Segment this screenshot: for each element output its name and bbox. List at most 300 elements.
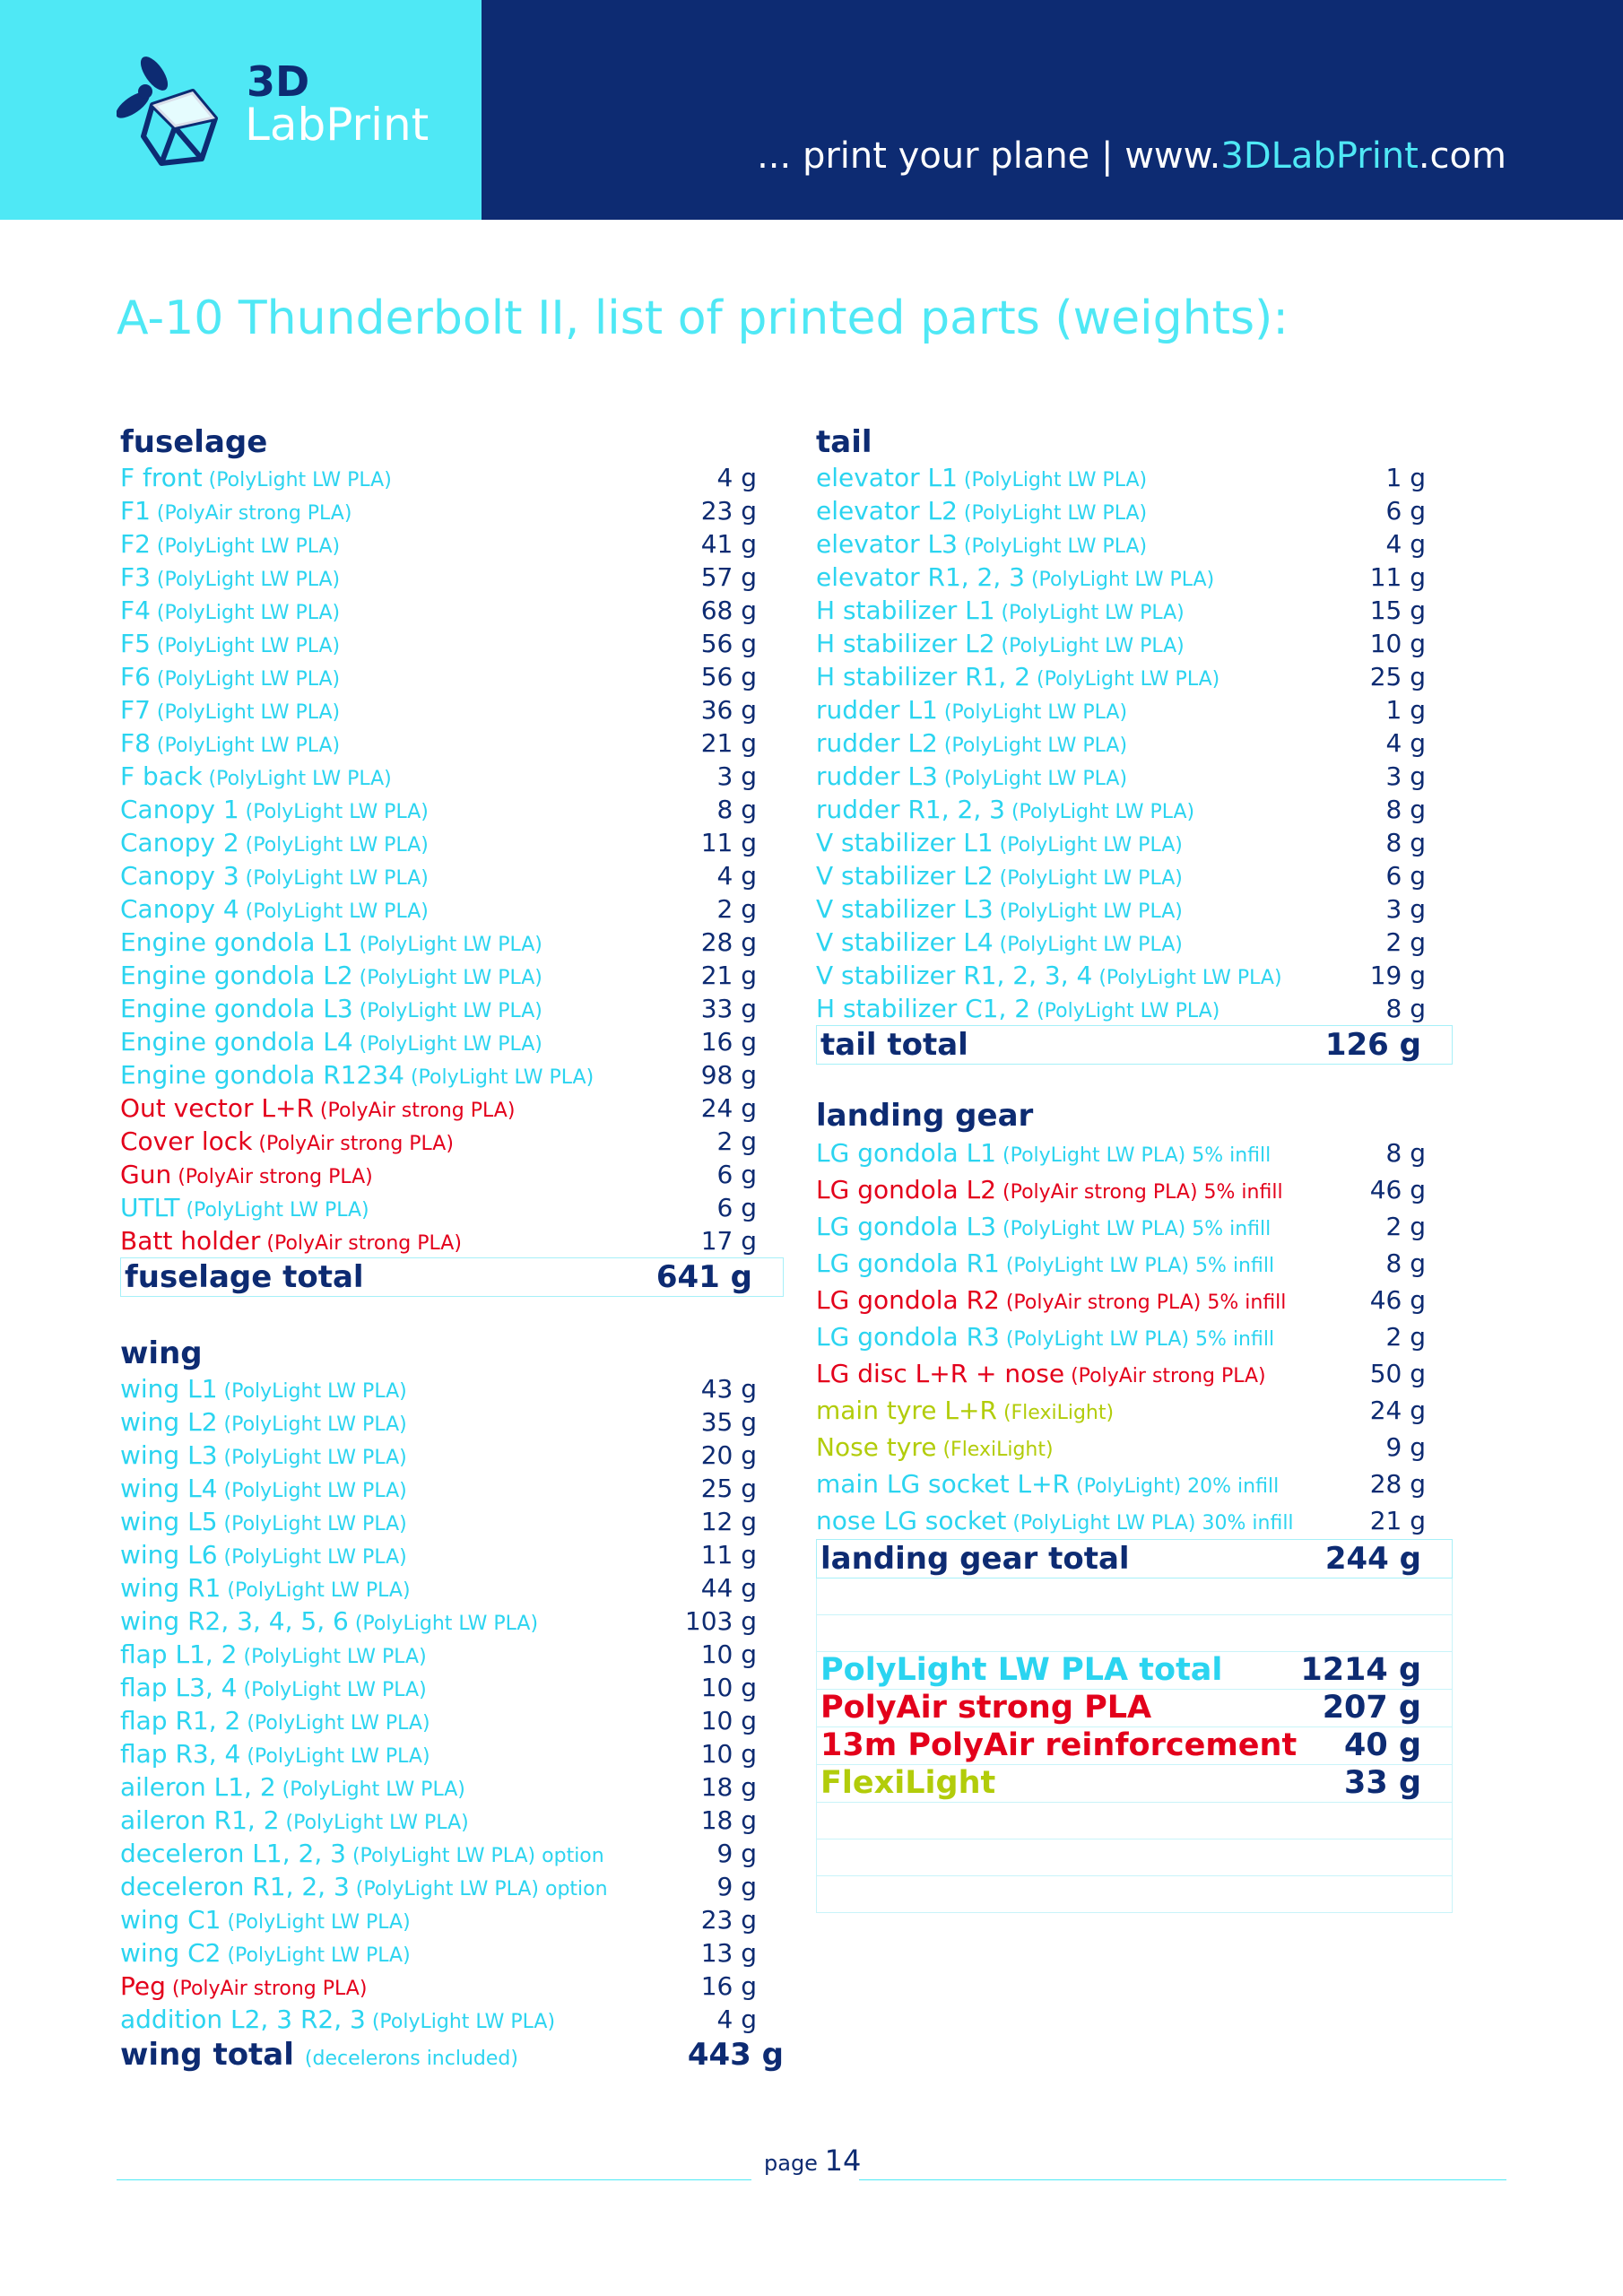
part-material: (PolyLight LW PLA) — [993, 834, 1183, 857]
part-label — [816, 1135, 1271, 1175]
part-name: LG gondola L3 — [816, 1212, 997, 1241]
part-name: LG gondola L1 — [816, 1138, 997, 1168]
page-title: A-10 Thunderbolt II, list of printed parts (weights): — [117, 291, 1289, 345]
part-label — [816, 1429, 1054, 1469]
section-title-tail: tail — [816, 424, 872, 460]
part-name: Engine gondola L3 — [120, 994, 353, 1023]
part-name: F8 — [120, 728, 151, 758]
part-name: Canopy 1 — [120, 795, 239, 824]
empty-row — [816, 1615, 1453, 1652]
part-row — [120, 494, 784, 527]
part-label — [120, 461, 392, 498]
part-weight: 24 g — [1369, 1396, 1426, 1425]
part-name: F5 — [120, 629, 151, 658]
part-weight: 56 g — [700, 629, 757, 658]
part-material: (PolyLight LW PLA) — [993, 900, 1183, 923]
part-weight: 21 g — [700, 728, 757, 758]
part-material: (PolyLight LW PLA) — [221, 1579, 411, 1602]
part-material: (PolyLight LW PLA) — [352, 1000, 542, 1022]
part-row — [120, 1191, 784, 1224]
material-total-value: 207 g — [1322, 1690, 1421, 1726]
landing-gear-total-row — [816, 1539, 1453, 1578]
part-name: flap L3, 4 — [120, 1673, 238, 1702]
part-weight: 43 g — [700, 1374, 757, 1404]
part-material: (PolyLight LW PLA) 5% infill — [999, 1255, 1275, 1277]
part-row — [120, 1505, 784, 1538]
part-name: wing L4 — [120, 1474, 218, 1503]
part-row — [120, 1091, 784, 1125]
part-label — [816, 793, 1194, 830]
material-total-row — [817, 1690, 1452, 1727]
total-label: fuselage total — [125, 1259, 364, 1295]
part-label — [120, 992, 542, 1029]
part-name: F3 — [120, 562, 151, 592]
part-row — [120, 1538, 784, 1571]
part-weight: 6 g — [1385, 861, 1426, 891]
page-number-value: 14 — [824, 2144, 862, 2178]
part-row — [120, 1472, 784, 1505]
part-label — [816, 1355, 1266, 1396]
part-label — [120, 1804, 469, 1840]
part-row — [816, 760, 1453, 793]
material-total-value: 1214 g — [1300, 1652, 1421, 1688]
part-label — [120, 1372, 407, 1409]
part-weight: 35 g — [700, 1407, 757, 1437]
part-material: (PolyLight LW PLA) 30% infill — [1006, 1512, 1294, 1535]
part-weight: 4 g — [716, 2005, 757, 2034]
part-label — [120, 1125, 454, 1161]
tagline-prefix: ... print your plane | www. — [757, 135, 1221, 177]
part-row — [816, 1282, 1453, 1318]
part-label — [120, 561, 340, 597]
part-row — [120, 693, 784, 726]
part-weight: 103 g — [684, 1606, 757, 1636]
left-column — [120, 423, 784, 2074]
part-label — [120, 1903, 411, 1940]
part-material: (PolyLight LW PLA) — [937, 768, 1128, 790]
tagline[interactable] — [757, 136, 1506, 176]
fuselage-total-row — [120, 1257, 784, 1297]
part-material: (PolyLight LW PLA) 5% infill — [999, 1328, 1275, 1351]
section-title-landing-gear: landing gear — [816, 1098, 1034, 1134]
part-row — [816, 1208, 1453, 1245]
total-label: landing gear total — [820, 1541, 1130, 1577]
part-material: (PolyAir strong PLA) — [150, 502, 352, 525]
total-value: 126 g — [1324, 1027, 1421, 1063]
part-label — [120, 1538, 407, 1575]
part-label — [816, 1318, 1274, 1359]
part-label — [120, 1158, 373, 1195]
part-material: (PolyLight LW PLA) — [150, 635, 341, 657]
part-label — [120, 693, 340, 730]
right-column — [816, 423, 1453, 1913]
part-weight: 98 g — [700, 1060, 757, 1090]
part-label — [816, 959, 1282, 996]
part-weight: 3 g — [1385, 894, 1426, 924]
part-label — [816, 461, 1147, 498]
part-name: nose LG socket — [816, 1506, 1007, 1535]
part-name: elevator L3 — [816, 529, 958, 559]
section-title-wing: wing — [120, 1335, 203, 1371]
part-material: (PolyLight LW PLA) — [217, 1380, 407, 1403]
part-weight: 11 g — [700, 828, 757, 857]
part-label — [120, 826, 429, 863]
spacer — [816, 1065, 1453, 1097]
tail-total-row — [816, 1025, 1453, 1065]
part-weight: 6 g — [716, 1160, 757, 1189]
part-label — [816, 527, 1147, 564]
part-material: (PolyLight LW PLA) — [279, 1812, 469, 1834]
part-label — [120, 660, 340, 697]
part-row — [120, 561, 784, 594]
part-label — [120, 1671, 427, 1708]
part-weight: 16 g — [700, 1971, 757, 2001]
part-label — [816, 892, 1183, 929]
part-name: Nose tyre — [816, 1432, 937, 1462]
part-material: (PolyAir strong PLA) — [252, 1133, 454, 1155]
part-weight: 3 g — [1385, 761, 1426, 791]
part-name: rudder R1, 2, 3 — [816, 795, 1005, 824]
part-row — [120, 1405, 784, 1439]
part-weight: 25 g — [1369, 662, 1426, 691]
part-row — [816, 1135, 1453, 1171]
part-weight: 2 g — [716, 1126, 757, 1156]
part-row — [120, 1671, 784, 1704]
part-row — [120, 1571, 784, 1605]
part-name: deceleron L1, 2, 3 — [120, 1839, 346, 1868]
part-weight: 19 g — [1369, 961, 1426, 990]
part-row — [120, 1224, 784, 1257]
part-row — [120, 859, 784, 892]
part-name: F7 — [120, 695, 151, 725]
empty-row — [816, 1839, 1453, 1876]
part-label — [816, 1502, 1294, 1543]
part-row — [120, 527, 784, 561]
part-name: Engine gondola R1234 — [120, 1060, 404, 1090]
part-name: flap L1, 2 — [120, 1639, 238, 1669]
part-row — [120, 726, 784, 760]
part-name: V stabilizer L1 — [816, 828, 994, 857]
part-weight: 2 g — [1385, 1212, 1426, 1241]
part-name: Canopy 4 — [120, 894, 239, 924]
part-name: Canopy 2 — [120, 828, 239, 857]
part-weight: 44 g — [700, 1573, 757, 1603]
part-row — [816, 926, 1453, 959]
part-weight: 33 g — [700, 994, 757, 1023]
part-row — [816, 1318, 1453, 1355]
part-name: wing L3 — [120, 1440, 218, 1470]
part-label — [816, 693, 1127, 730]
part-weight: 1 g — [1385, 695, 1426, 725]
logo-text-3d: 3D — [247, 57, 310, 106]
part-label — [816, 859, 1183, 896]
part-row — [816, 1171, 1453, 1208]
part-material: (PolyLight LW PLA) — [150, 535, 341, 558]
part-row — [120, 926, 784, 959]
part-weight: 23 g — [700, 496, 757, 526]
part-weight: 6 g — [716, 1193, 757, 1222]
part-material: (PolyLight LW PLA) — [937, 735, 1128, 757]
part-row — [816, 494, 1453, 527]
part-row — [816, 992, 1453, 1025]
part-row — [120, 1804, 784, 1837]
part-material: (PolyLight LW PLA) — [239, 801, 429, 823]
footer-divider-left — [117, 2179, 751, 2180]
part-row — [120, 1737, 784, 1770]
part-label — [120, 1605, 538, 1641]
part-weight: 6 g — [1385, 496, 1426, 526]
part-label — [120, 1472, 407, 1509]
part-name: wing L2 — [120, 1407, 218, 1437]
part-material: (PolyLight) 20% infill — [1070, 1475, 1280, 1498]
part-row — [816, 594, 1453, 627]
part-weight: 41 g — [700, 529, 757, 559]
part-weight: 46 g — [1369, 1175, 1426, 1205]
part-name: elevator L2 — [816, 496, 958, 526]
part-label — [120, 1191, 369, 1228]
part-weight: 46 g — [1369, 1285, 1426, 1315]
part-row — [120, 1372, 784, 1405]
part-row — [816, 1392, 1453, 1429]
part-label — [120, 1870, 608, 1907]
logo-text-labprint: LabPrint — [245, 99, 430, 151]
part-weight: 8 g — [1385, 795, 1426, 824]
part-weight: 56 g — [700, 662, 757, 691]
part-row — [816, 461, 1453, 494]
part-row — [816, 1502, 1453, 1539]
part-row — [120, 1770, 784, 1804]
part-label — [120, 1025, 542, 1062]
part-name: H stabilizer R1, 2 — [816, 662, 1031, 691]
part-material: (PolyLight LW PLA) — [348, 1613, 539, 1635]
part-weight: 9 g — [1385, 1432, 1426, 1462]
part-name: rudder L2 — [816, 728, 938, 758]
part-row — [816, 859, 1453, 892]
part-row — [816, 959, 1453, 992]
part-row — [120, 959, 784, 992]
part-label — [816, 627, 1185, 664]
part-row — [816, 726, 1453, 760]
part-material: (PolyLight LW PLA) — [957, 535, 1148, 558]
part-row — [816, 660, 1453, 693]
part-name: F back — [120, 761, 203, 791]
part-material: (PolyLight LW PLA) — [957, 502, 1148, 525]
part-name: wing L6 — [120, 1540, 218, 1570]
part-weight: 9 g — [716, 1872, 757, 1901]
part-material: (PolyLight LW PLA) — [150, 668, 341, 691]
part-name: LG gondola R1 — [816, 1248, 1000, 1278]
part-weight: 10 g — [700, 1673, 757, 1702]
part-label — [120, 892, 429, 929]
total-value: 641 g — [655, 1259, 752, 1295]
part-name: main LG socket L+R — [816, 1469, 1071, 1499]
part-material: (PolyLight LW PLA) — [202, 469, 392, 491]
part-row — [816, 693, 1453, 726]
part-weight: 10 g — [700, 1706, 757, 1735]
part-weight: 50 g — [1369, 1359, 1426, 1388]
part-name: Gun — [120, 1160, 172, 1189]
part-name: Batt holder — [120, 1226, 261, 1256]
part-material: (PolyLight LW PLA) — [221, 1911, 411, 1934]
part-material: (PolyLight LW PLA) — [993, 934, 1183, 956]
part-material: (PolyLight LW PLA) — [217, 1546, 407, 1569]
part-name: H stabilizer L1 — [816, 596, 995, 625]
part-material: (PolyLight LW PLA) — [352, 934, 542, 956]
part-name: flap R1, 2 — [120, 1706, 241, 1735]
part-name: aileron R1, 2 — [120, 1805, 280, 1835]
part-name: wing L5 — [120, 1507, 218, 1536]
part-name: wing L1 — [120, 1374, 218, 1404]
part-row — [120, 660, 784, 693]
part-label — [120, 1737, 430, 1774]
part-weight: 8 g — [1385, 994, 1426, 1023]
part-weight: 4 g — [716, 463, 757, 492]
part-label — [816, 1171, 1283, 1212]
material-total-label: PolyAir strong PLA — [820, 1690, 1152, 1726]
part-weight: 16 g — [700, 1027, 757, 1057]
part-weight: 2 g — [1385, 1322, 1426, 1352]
part-material: (PolyLight LW PLA) — [957, 469, 1148, 491]
part-label — [120, 1936, 411, 1973]
part-label — [120, 1058, 594, 1095]
part-label — [816, 992, 1219, 1029]
part-label — [816, 826, 1183, 863]
part-weight: 24 g — [700, 1093, 757, 1123]
part-weight: 10 g — [1369, 629, 1426, 658]
part-name: Engine gondola L2 — [120, 961, 353, 990]
part-label — [120, 793, 429, 830]
part-material: (PolyLight LW PLA) — [1024, 569, 1215, 591]
part-label — [120, 527, 340, 564]
part-weight: 10 g — [700, 1639, 757, 1669]
part-weight: 20 g — [700, 1440, 757, 1470]
part-weight: 28 g — [700, 927, 757, 957]
part-row — [120, 2003, 784, 2036]
part-row — [816, 561, 1453, 594]
part-weight: 11 g — [1369, 562, 1426, 592]
part-label — [120, 1091, 515, 1128]
part-weight: 13 g — [700, 1938, 757, 1968]
part-row — [120, 1837, 784, 1870]
part-label — [120, 1505, 407, 1542]
part-label — [120, 1770, 465, 1807]
part-name: V stabilizer R1, 2, 3, 4 — [816, 961, 1093, 990]
part-name: deceleron R1, 2, 3 — [120, 1872, 350, 1901]
part-material: (PolyLight LW PLA) — [239, 867, 429, 890]
part-weight: 36 g — [700, 695, 757, 725]
part-row — [120, 760, 784, 793]
part-name: Engine gondola L4 — [120, 1027, 353, 1057]
material-summary — [816, 1652, 1453, 1803]
part-name: elevator L1 — [816, 463, 958, 492]
logo[interactable] — [117, 56, 430, 181]
part-weight: 18 g — [700, 1772, 757, 1802]
part-label — [816, 760, 1127, 796]
part-name: Canopy 3 — [120, 861, 239, 891]
part-material: (PolyAir strong PLA) 5% infill — [996, 1181, 1283, 1204]
part-name: wing R2, 3, 4, 5, 6 — [120, 1606, 349, 1636]
part-weight: 18 g — [700, 1805, 757, 1835]
part-material: (PolyLight LW PLA) — [239, 834, 429, 857]
part-material: (PolyLight LW PLA) — [202, 768, 392, 790]
part-weight: 8 g — [1385, 1138, 1426, 1168]
part-material: (PolyLight LW PLA) — [1030, 668, 1220, 691]
part-material: (PolyAir strong PLA) — [260, 1232, 462, 1255]
part-label — [816, 594, 1185, 631]
total-label: wing total — [120, 2037, 294, 2073]
part-material: (PolyLight LW PLA) — [237, 1679, 427, 1701]
part-label — [120, 627, 340, 664]
part-material: (PolyLight LW PLA) — [240, 1745, 430, 1768]
part-weight: 15 g — [1369, 596, 1426, 625]
part-row — [816, 627, 1453, 660]
part-material: (PolyAir strong PLA) — [165, 1978, 368, 2000]
part-weight: 4 g — [1385, 728, 1426, 758]
part-row — [120, 1638, 784, 1671]
part-row — [816, 1429, 1453, 1465]
part-material: (PolyLight LW PLA) — [352, 967, 542, 989]
part-row — [120, 1936, 784, 1970]
part-name: wing C1 — [120, 1905, 221, 1935]
footer-divider-right — [859, 2179, 1506, 2180]
part-name: F2 — [120, 529, 151, 559]
part-material: (PolyLight LW PLA) — [217, 1413, 407, 1436]
material-total-label: 13m PolyAir reinforcement — [820, 1727, 1298, 1763]
part-row — [120, 1704, 784, 1737]
part-name: LG disc L+R + nose — [816, 1359, 1065, 1388]
part-row — [816, 527, 1453, 561]
part-name: V stabilizer L2 — [816, 861, 994, 891]
part-name: H stabilizer L2 — [816, 629, 995, 658]
part-row — [816, 826, 1453, 859]
part-label — [816, 561, 1214, 597]
part-material: (PolyLight LW PLA) — [404, 1066, 595, 1089]
part-weight: 1 g — [1385, 463, 1426, 492]
part-material: (PolyLight LW PLA) — [1004, 801, 1195, 823]
wing-list — [120, 1372, 784, 2036]
material-total-value: 40 g — [1344, 1727, 1421, 1763]
part-name: elevator R1, 2, 3 — [816, 562, 1025, 592]
section-title-fuselage: fuselage — [120, 424, 268, 460]
part-name: rudder L3 — [816, 761, 938, 791]
part-row — [816, 1355, 1453, 1392]
part-name: V stabilizer L4 — [816, 927, 994, 957]
total-value: 443 g — [687, 2037, 784, 2073]
part-material: (PolyLight LW PLA) option — [345, 1845, 604, 1867]
part-material: (PolyLight LW PLA) — [237, 1646, 427, 1668]
part-material: (PolyLight LW PLA) — [150, 569, 341, 591]
part-row — [120, 594, 784, 627]
part-name: LG gondola R2 — [816, 1285, 1000, 1315]
part-material: (PolyLight LW PLA) option — [349, 1878, 608, 1900]
part-name: aileron L1, 2 — [120, 1772, 276, 1802]
part-label — [816, 726, 1127, 763]
part-row — [120, 1025, 784, 1058]
part-label — [120, 1224, 462, 1261]
part-label — [120, 2003, 555, 2039]
part-row — [120, 1158, 784, 1191]
page-number — [764, 2144, 861, 2178]
part-label — [816, 1282, 1286, 1322]
part-name: H stabilizer C1, 2 — [816, 994, 1031, 1023]
part-material: (PolyLight LW PLA) — [179, 1199, 369, 1222]
part-weight: 4 g — [716, 861, 757, 891]
part-label — [120, 1405, 407, 1442]
part-row — [120, 892, 784, 926]
part-material: (PolyLight LW PLA) — [937, 701, 1128, 724]
part-weight: 2 g — [716, 894, 757, 924]
part-row — [120, 1870, 784, 1903]
